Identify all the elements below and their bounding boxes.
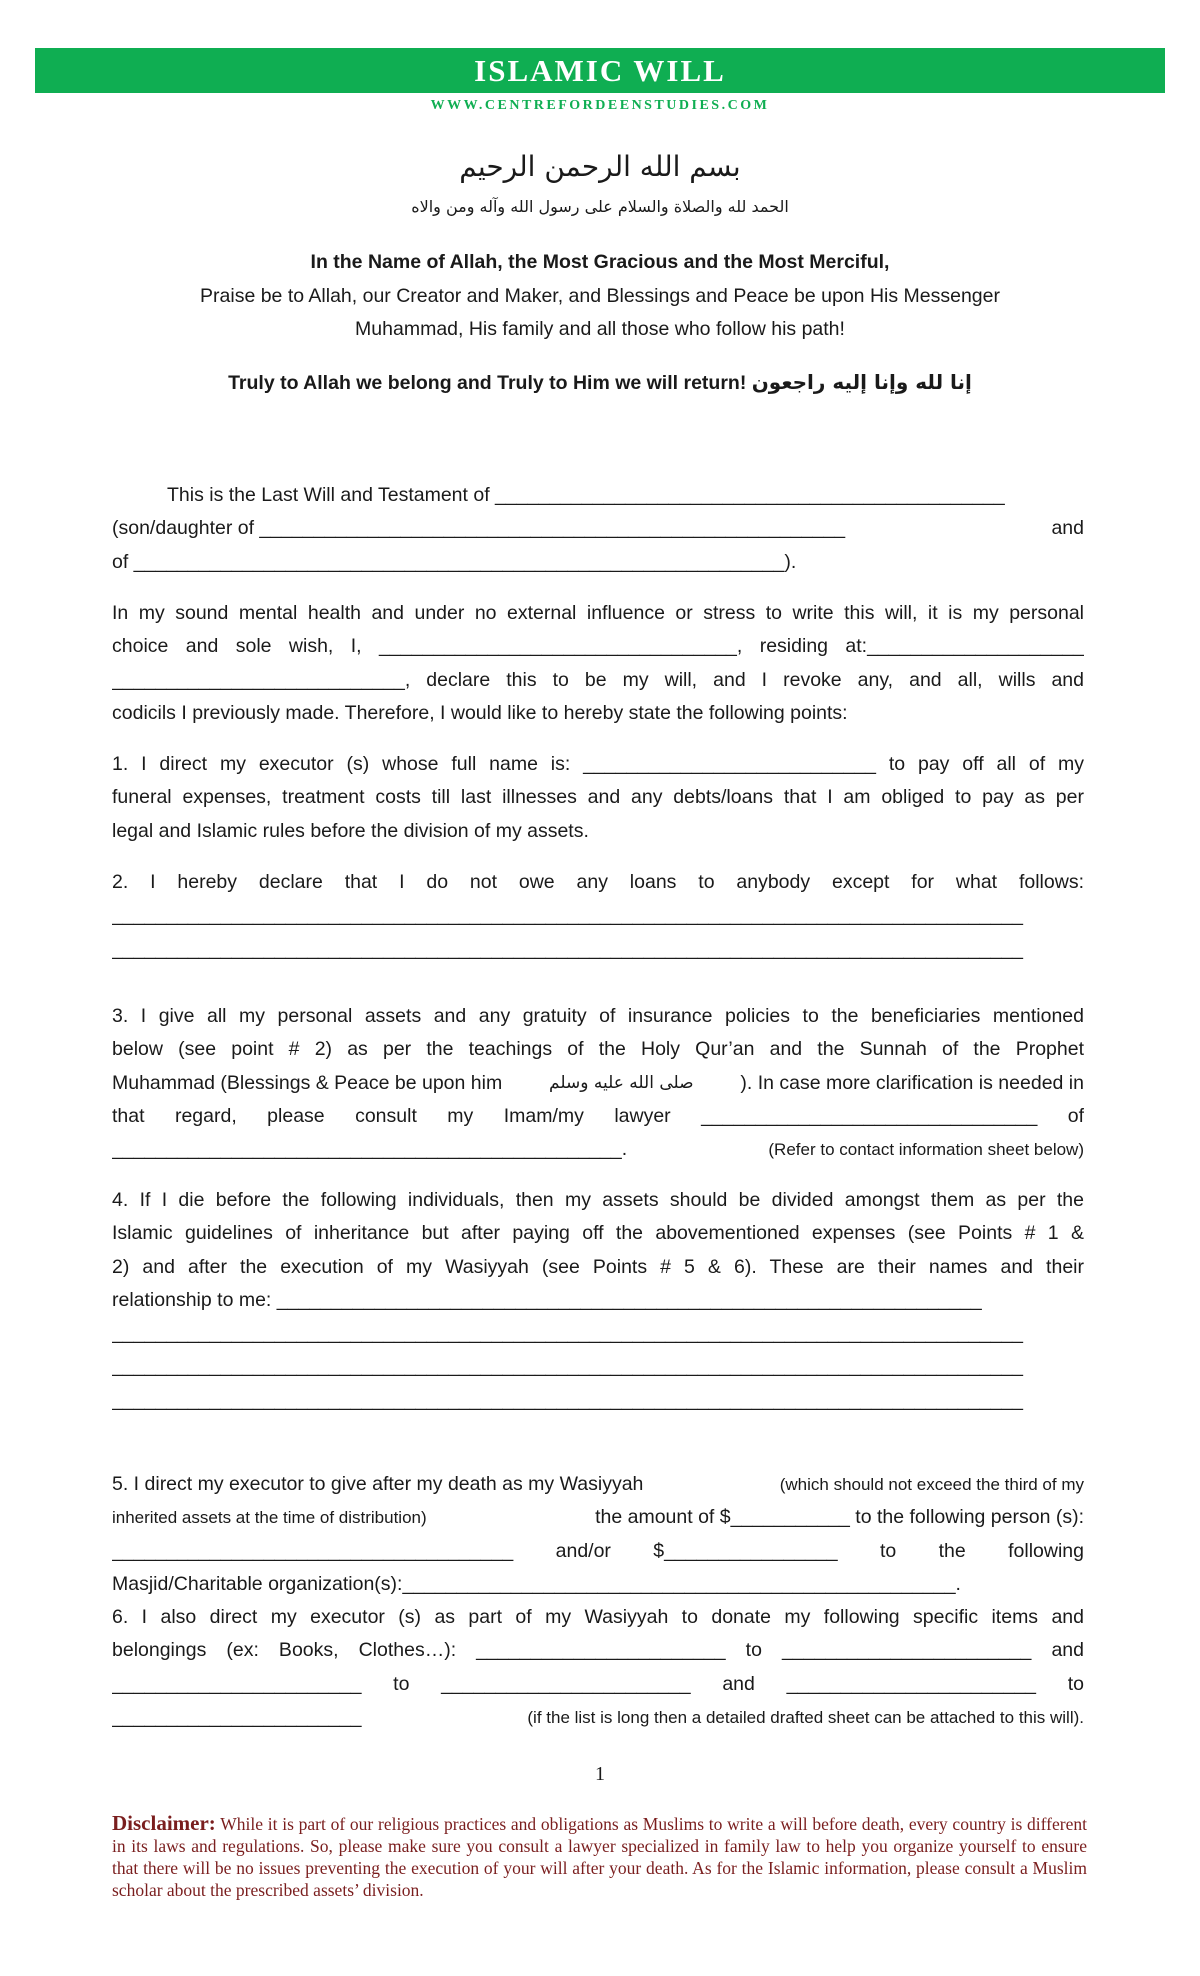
testament-line-1: This is the Last Will and Testament of _______________________________________________: [167, 484, 1005, 506]
point-2-section: [112, 866, 1084, 966]
testament-line-2-text: (son/daughter of ______________________________________________________: [112, 517, 846, 540]
return-statement: [110, 370, 1090, 395]
disclaimer-text: While it is part of our religious practices and obligations as Muslims to write a will before death, every country is different in its laws and regulations. So, please make sure you consult a lawyer specialized in family law to help you organize yourself to ensure that there will be no issues preventing the execution of your will after your death. As for the Islamic information, please consult a Muslim scholar about the prescribed assets’ division.: [112, 1814, 1087, 1900]
title-banner: [35, 48, 1165, 93]
point-3-line-3: [112, 1067, 1084, 1100]
point-3-line-5-blank: _______________________________________________.: [112, 1138, 628, 1161]
point-5-section: [112, 1468, 1084, 1601]
point-2-line-2: ____________________________________________________________________________________: [112, 904, 1023, 927]
point-6-line-4-blank: _______________________: [112, 1705, 362, 1728]
declaration-line-1: In my sound mental health and under no external influence or stress to write this will, it is my personal: [112, 602, 1084, 624]
testament-line-3: of ____________________________________________________________).: [112, 550, 797, 573]
point-3-line-3-end: ). In case more clarification is needed in: [740, 1071, 1084, 1094]
declaration-section: [112, 597, 1084, 730]
point-3-line-5: [112, 1133, 1084, 1166]
prophet-salutation-arabic: صلى الله عليه وسلم: [549, 1072, 694, 1093]
point-6-line-2: belongings (ex: Books, Clothes…): _______________________ to _______________________ and: [112, 1639, 1084, 1662]
testament-line-2: [112, 512, 1084, 545]
point-4-line-4: relationship to me: _________________________________________________________________: [112, 1288, 982, 1311]
point-6-list-note: (if the list is long then a detailed drafted sheet can be attached to this will).: [527, 1707, 1084, 1727]
point-3-line-2: below (see point # 2) as per the teachings of the Holy Qur’an and the Sunnah of the Prophet: [112, 1038, 1084, 1061]
intro-line-2: Praise be to Allah, our Creator and Maker, and Blessings and Peace be upon His Messenger: [200, 285, 1000, 307]
declaration-line-3: ___________________________, declare this to be my will, and I revoke any, and all, wills and: [112, 668, 1084, 691]
point-6-line-3: _______________________ to _______________________ and _______________________ to: [112, 1672, 1084, 1695]
intro-line-3: Muhammad, His family and all those who follow his path!: [355, 318, 845, 340]
point-4-line-1: 4. If I die before the following individuals, then my assets should be divided amongst them as per the: [112, 1189, 1084, 1211]
declaration-line-4: codicils I previously made. Therefore, I would like to hereby state the following points:: [112, 701, 848, 724]
disclaimer-label: Disclaimer:: [112, 1811, 216, 1835]
point-5-line-2-end: the amount of $___________ to the following person (s):: [595, 1506, 1084, 1529]
point-3-line-1: 3. I give all my personal assets and any gratuity of insurance policies to the beneficiaries mentioned: [112, 1005, 1084, 1027]
document-title: ISLAMIC WILL: [474, 52, 726, 88]
point-5-line-2-note: inherited assets at the time of distribution): [112, 1508, 427, 1528]
return-english: Truly to Allah we belong and Truly to Him we will return!: [228, 372, 747, 394]
point-5-line-1-note: (which should not exceed the third of my: [779, 1475, 1084, 1494]
point-4-line-5: ____________________________________________________________________________________: [112, 1322, 1023, 1345]
arabic-praise: الحمد لله والصلاة والسلام على رسول الله وآله ومن والاه: [411, 197, 789, 216]
point-6-section: [112, 1601, 1084, 1734]
point-1-line-1: 1. I direct my executor (s) whose full name is: ___________________________ to pay off all of my: [112, 753, 1084, 775]
point-2-line-3: ____________________________________________________________________________________: [112, 937, 1023, 960]
intro-line-1: In the Name of Allah, the Most Gracious and the Most Merciful,: [310, 251, 890, 273]
point-5-line-3: _____________________________________ and/or $________________ to the following: [112, 1539, 1084, 1562]
point-6-line-1: 6. I also direct my executor (s) as part of my Wasiyyah to donate my following specific items and: [112, 1606, 1084, 1628]
point-3-line-4: that regard, please consult my Imam/my lawyer _______________________________ of: [112, 1104, 1084, 1127]
arabic-basmala: بسم الله الرحمن الرحيم: [459, 150, 741, 183]
point-4-section: [112, 1184, 1084, 1417]
point-6-line-4: [112, 1701, 1084, 1734]
testament-section: [112, 479, 1084, 579]
point-3-section: [112, 1000, 1084, 1166]
point-1-line-2: funeral expenses, treatment costs till last illnesses and any debts/loans that I am obliged to pay as per: [112, 786, 1084, 809]
disclaimer: [112, 1812, 1087, 1901]
declaration-line-2: choice and sole wish, I, _________________________________, residing at:____________________: [112, 635, 1084, 658]
return-arabic: إنا لله وإنا إليه راجعون: [751, 370, 972, 394]
point-4-line-2: Islamic guidelines of inheritance but after paying off the abovementioned expenses (see Points # 1 &: [112, 1222, 1084, 1245]
point-3-line-3-start: Muhammad (Blessings & Peace be upon him: [112, 1071, 503, 1094]
point-1-section: [112, 748, 1084, 848]
point-1-line-3: legal and Islamic rules before the division of my assets.: [112, 819, 589, 842]
point-5-line-2: [112, 1501, 1084, 1534]
point-2-line-1: 2. I hereby declare that I do not owe any loans to anybody except for what follows:: [112, 871, 1084, 893]
point-4-line-6: ____________________________________________________________________________________: [112, 1355, 1023, 1378]
point-5-line-1-start: 5. I direct my executor to give after my death as my Wasiyyah: [112, 1473, 644, 1495]
point-5-line-1: [112, 1468, 1084, 1501]
point-4-line-7: ____________________________________________________________________________________: [112, 1388, 1023, 1411]
page-number: 1: [595, 1763, 605, 1785]
point-3-refer-note: (Refer to contact information sheet below): [768, 1140, 1084, 1160]
point-5-line-4: Masjid/Charitable organization(s):___________________________________________________.: [112, 1572, 961, 1595]
testament-line-2-end: and: [1051, 517, 1084, 540]
website-url: WWW.CENTREFORDEENSTUDIES.COM: [430, 98, 770, 113]
point-4-line-3: 2) and after the execution of my Wasiyyah (see Points # 5 & 6). These are their names and their: [112, 1255, 1084, 1278]
